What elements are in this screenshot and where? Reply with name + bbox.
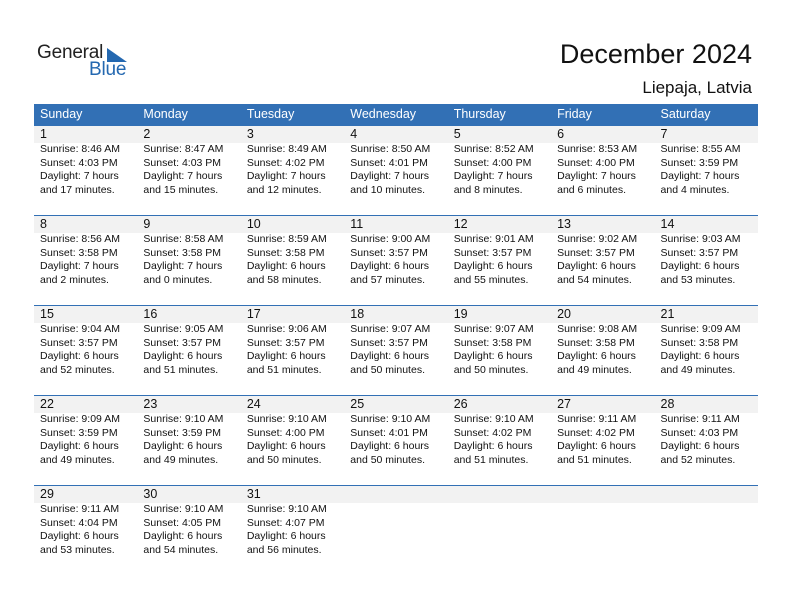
- daylight-minutes-text: and 50 minutes.: [350, 363, 425, 376]
- sunrise-text: Sunrise: 9:03 AM: [660, 233, 741, 245]
- day-number: 23: [143, 397, 158, 411]
- sunset-text: Sunset: 3:58 PM: [246, 246, 325, 259]
- daylight-text: Daylight: 6 hours: [660, 440, 740, 452]
- daylight-text: Daylight: 6 hours: [350, 440, 430, 452]
- sunrise-text: Sunrise: 9:09 AM: [660, 323, 741, 335]
- daylight-minutes-text: and 52 minutes.: [40, 363, 115, 376]
- daylight-minutes-text: and 51 minutes.: [557, 453, 632, 466]
- weekday-thursday: Thursday: [453, 107, 506, 121]
- daylight-text: Daylight: 7 hours: [246, 170, 326, 182]
- day-cell: [551, 395, 654, 467]
- sunset-text: Sunset: 3:59 PM: [40, 426, 118, 439]
- daylight-text: Daylight: 7 hours: [660, 170, 740, 182]
- daylight-minutes-text: and 49 minutes.: [557, 363, 632, 376]
- daylight-minutes-text: and 49 minutes.: [660, 363, 736, 376]
- sunrise-text: Sunrise: 9:09 AM: [40, 413, 120, 425]
- day-cell: [448, 215, 551, 287]
- sunset-text: Sunset: 3:58 PM: [453, 336, 532, 349]
- day-number: 16: [143, 307, 158, 321]
- daylight-minutes-text: and 10 minutes.: [350, 183, 425, 196]
- daylight-text: Daylight: 6 hours: [40, 530, 119, 542]
- day-number: 9: [143, 217, 151, 231]
- week-row: [34, 215, 758, 305]
- day-cell: [241, 305, 344, 377]
- daylight-minutes-text: and 53 minutes.: [660, 273, 736, 286]
- day-number: 22: [40, 397, 54, 411]
- daylight-text: Daylight: 6 hours: [453, 260, 533, 272]
- day-number: 24: [246, 397, 261, 411]
- day-number: 14: [660, 217, 675, 231]
- sunset-text: Sunset: 3:58 PM: [557, 336, 635, 349]
- sunrise-text: Sunrise: 8:58 AM: [143, 233, 224, 245]
- daylight-text: Daylight: 6 hours: [143, 530, 223, 542]
- day-cell: [241, 125, 344, 197]
- sunrise-text: Sunrise: 8:59 AM: [246, 233, 327, 245]
- daylight-minutes-text: and 50 minutes.: [350, 453, 425, 466]
- daylight-text: Daylight: 6 hours: [660, 260, 740, 272]
- day-cell: [34, 485, 137, 557]
- daylight-minutes-text: and 12 minutes.: [246, 183, 322, 196]
- day-cell: [241, 395, 344, 467]
- week-cells: [34, 215, 758, 287]
- sunrise-text: Sunrise: 9:11 AM: [660, 413, 740, 425]
- daylight-minutes-text: and 4 minutes.: [660, 183, 730, 196]
- daylight-text: Daylight: 6 hours: [40, 350, 119, 362]
- sunrise-text: Sunrise: 9:05 AM: [143, 323, 224, 335]
- day-cell: [241, 215, 344, 287]
- daylight-minutes-text: and 52 minutes.: [660, 453, 736, 466]
- sunrise-text: Sunrise: 9:04 AM: [40, 323, 120, 335]
- sunset-text: Sunset: 4:00 PM: [453, 156, 532, 169]
- logo-general-text: General: [37, 42, 104, 63]
- sunset-text: Sunset: 3:58 PM: [660, 336, 739, 349]
- day-number: [350, 485, 447, 503]
- sunset-text: Sunset: 3:57 PM: [40, 336, 118, 349]
- day-cell: [448, 395, 551, 467]
- day-cell: [137, 125, 240, 197]
- day-cell: [655, 485, 758, 557]
- daylight-text: Daylight: 6 hours: [453, 350, 533, 362]
- daylight-text: Daylight: 7 hours: [143, 260, 223, 272]
- week-cells: [34, 305, 758, 377]
- sunrise-text: Sunrise: 9:10 AM: [246, 503, 327, 515]
- calendar-weeks: [34, 125, 758, 575]
- daylight-text: Daylight: 6 hours: [143, 440, 223, 452]
- daylight-text: Daylight: 7 hours: [557, 170, 636, 182]
- day-number: 21: [660, 307, 675, 321]
- day-number: 12: [453, 217, 468, 231]
- daylight-minutes-text: and 54 minutes.: [143, 543, 219, 556]
- day-number: 5: [453, 127, 461, 141]
- day-cell: [34, 305, 137, 377]
- week-cells: [34, 485, 758, 557]
- daylight-minutes-text: and 6 minutes.: [557, 183, 626, 196]
- daylight-minutes-text: and 50 minutes.: [453, 363, 529, 376]
- daylight-minutes-text: and 0 minutes.: [143, 273, 213, 286]
- day-cell: [344, 215, 447, 287]
- day-number: 13: [557, 217, 572, 231]
- daylight-text: Daylight: 6 hours: [246, 530, 326, 542]
- sunset-text: Sunset: 4:02 PM: [453, 426, 532, 439]
- sunset-text: Sunset: 4:00 PM: [246, 426, 325, 439]
- day-cell: [344, 485, 447, 557]
- sunset-text: Sunset: 3:57 PM: [350, 246, 428, 259]
- day-number: 29: [40, 487, 54, 501]
- sunrise-text: Sunrise: 9:07 AM: [453, 323, 534, 335]
- day-cell: [34, 395, 137, 467]
- daylight-minutes-text: and 8 minutes.: [453, 183, 523, 196]
- sunset-text: Sunset: 4:03 PM: [660, 426, 739, 439]
- day-number: 27: [557, 397, 572, 411]
- week-row: [34, 485, 758, 575]
- daylight-text: Daylight: 6 hours: [143, 350, 223, 362]
- sunrise-text: Sunrise: 9:10 AM: [143, 413, 224, 425]
- daylight-text: Daylight: 7 hours: [453, 170, 533, 182]
- weekday-friday: Friday: [557, 107, 592, 121]
- weekday-wednesday: Wednesday: [350, 107, 417, 121]
- calendar-grid: [34, 104, 758, 575]
- weekday-monday: Monday: [143, 107, 188, 121]
- day-cell: [448, 125, 551, 197]
- sunset-text: Sunset: 3:57 PM: [453, 246, 532, 259]
- day-cell: [137, 485, 240, 557]
- daylight-minutes-text: and 54 minutes.: [557, 273, 632, 286]
- daylight-minutes-text: and 2 minutes.: [40, 273, 109, 286]
- day-number: 25: [350, 397, 365, 411]
- day-cell: [137, 395, 240, 467]
- sunset-text: Sunset: 4:03 PM: [143, 156, 222, 169]
- day-number: 15: [40, 307, 54, 321]
- sunset-text: Sunset: 3:57 PM: [350, 336, 428, 349]
- day-number: 6: [557, 127, 565, 141]
- sunrise-text: Sunrise: 9:10 AM: [143, 503, 224, 515]
- sunrise-text: Sunrise: 9:11 AM: [40, 503, 120, 515]
- daylight-minutes-text: and 57 minutes.: [350, 273, 425, 286]
- sunrise-text: Sunrise: 8:49 AM: [246, 143, 327, 155]
- sunset-text: Sunset: 3:57 PM: [557, 246, 635, 259]
- daylight-minutes-text: and 15 minutes.: [143, 183, 219, 196]
- day-cell: [655, 395, 758, 467]
- daylight-text: Daylight: 6 hours: [246, 440, 326, 452]
- sunrise-text: Sunrise: 8:46 AM: [40, 143, 120, 155]
- sunrise-text: Sunrise: 8:55 AM: [660, 143, 741, 155]
- day-cell: [137, 305, 240, 377]
- sunrise-text: Sunrise: 9:10 AM: [246, 413, 327, 425]
- daylight-text: Daylight: 6 hours: [40, 440, 119, 452]
- sunset-text: Sunset: 3:59 PM: [143, 426, 222, 439]
- daylight-minutes-text: and 51 minutes.: [453, 453, 529, 466]
- daylight-minutes-text: and 49 minutes.: [40, 453, 115, 466]
- week-cells: [34, 395, 758, 467]
- daylight-text: Daylight: 6 hours: [350, 260, 430, 272]
- day-cell: [551, 125, 654, 197]
- daylight-minutes-text: and 50 minutes.: [246, 453, 322, 466]
- page-title: December 2024: [559, 39, 752, 69]
- day-number: 8: [40, 217, 47, 231]
- day-cell: [344, 125, 447, 197]
- day-cell: [448, 305, 551, 377]
- sunset-text: Sunset: 3:58 PM: [143, 246, 222, 259]
- daylight-text: Daylight: 6 hours: [557, 440, 636, 452]
- week-row: [34, 125, 758, 215]
- sunrise-text: Sunrise: 9:00 AM: [350, 233, 431, 245]
- daylight-minutes-text: and 49 minutes.: [143, 453, 219, 466]
- day-number: 7: [660, 127, 668, 141]
- day-cell: [448, 485, 551, 557]
- sunrise-text: Sunrise: 8:56 AM: [40, 233, 120, 245]
- day-number: 26: [453, 397, 468, 411]
- day-number: 17: [246, 307, 261, 321]
- daylight-minutes-text: and 56 minutes.: [246, 543, 322, 556]
- sunset-text: Sunset: 4:01 PM: [350, 426, 428, 439]
- day-number: 31: [246, 487, 261, 501]
- daylight-text: Daylight: 6 hours: [350, 350, 430, 362]
- sunrise-text: Sunrise: 9:10 AM: [453, 413, 534, 425]
- brand-logo: [37, 42, 137, 82]
- daylight-minutes-text: and 51 minutes.: [246, 363, 322, 376]
- sunset-text: Sunset: 4:02 PM: [557, 426, 635, 439]
- day-number: [661, 485, 758, 503]
- daylight-text: Daylight: 6 hours: [246, 260, 326, 272]
- week-row: [34, 395, 758, 485]
- day-number: 3: [246, 127, 254, 141]
- sunrise-text: Sunrise: 9:11 AM: [557, 413, 637, 425]
- sunrise-text: Sunrise: 9:02 AM: [557, 233, 638, 245]
- daylight-text: Daylight: 7 hours: [40, 260, 119, 272]
- day-number: 30: [143, 487, 158, 501]
- day-number: 2: [143, 127, 151, 141]
- sunrise-text: Sunrise: 8:53 AM: [557, 143, 638, 155]
- sunrise-text: Sunrise: 9:06 AM: [246, 323, 327, 335]
- daylight-minutes-text: and 51 minutes.: [143, 363, 219, 376]
- daylight-text: Daylight: 7 hours: [143, 170, 223, 182]
- day-cell: [551, 215, 654, 287]
- day-number: 20: [557, 307, 572, 321]
- daylight-minutes-text: and 53 minutes.: [40, 543, 115, 556]
- daylight-text: Daylight: 6 hours: [557, 260, 636, 272]
- daylight-minutes-text: and 58 minutes.: [246, 273, 322, 286]
- daylight-text: Daylight: 7 hours: [40, 170, 119, 182]
- day-cell: [34, 215, 137, 287]
- daylight-text: Daylight: 6 hours: [660, 350, 740, 362]
- day-number: 11: [350, 217, 364, 231]
- sunset-text: Sunset: 4:05 PM: [143, 516, 222, 529]
- sunset-text: Sunset: 3:58 PM: [40, 246, 118, 259]
- sunset-text: Sunset: 4:02 PM: [246, 156, 325, 169]
- sunset-text: Sunset: 3:57 PM: [660, 246, 739, 259]
- weekday-tuesday: Tuesday: [246, 107, 295, 121]
- sunrise-text: Sunrise: 8:47 AM: [143, 143, 224, 155]
- sunset-text: Sunset: 4:00 PM: [557, 156, 635, 169]
- location-subtitle: Liepaja, Latvia: [642, 78, 752, 97]
- day-cell: [551, 485, 654, 557]
- sunset-text: Sunset: 4:07 PM: [246, 516, 325, 529]
- sunset-text: Sunset: 3:57 PM: [246, 336, 325, 349]
- day-number: [557, 485, 654, 503]
- day-cell: [655, 215, 758, 287]
- daylight-minutes-text: and 17 minutes.: [40, 183, 115, 196]
- day-number: 1: [40, 127, 47, 141]
- day-cell: [344, 395, 447, 467]
- weekday-saturday: Saturday: [660, 107, 711, 121]
- sunset-text: Sunset: 4:03 PM: [40, 156, 118, 169]
- day-number: 19: [453, 307, 468, 321]
- day-number: 4: [350, 127, 358, 141]
- weekday-sunday: Sunday: [40, 107, 83, 121]
- sunrise-text: Sunrise: 8:50 AM: [350, 143, 431, 155]
- week-row: [34, 305, 758, 395]
- daylight-text: Daylight: 6 hours: [557, 350, 636, 362]
- day-number: 18: [350, 307, 365, 321]
- day-cell: [34, 125, 137, 197]
- sunrise-text: Sunrise: 8:52 AM: [453, 143, 534, 155]
- sunset-text: Sunset: 4:04 PM: [40, 516, 118, 529]
- sunrise-text: Sunrise: 9:08 AM: [557, 323, 638, 335]
- daylight-minutes-text: and 55 minutes.: [453, 273, 529, 286]
- day-cell: [137, 215, 240, 287]
- day-number: 10: [246, 217, 261, 231]
- day-number: [454, 485, 551, 503]
- day-cell: [551, 305, 654, 377]
- sunset-text: Sunset: 3:57 PM: [143, 336, 222, 349]
- sunset-text: Sunset: 4:01 PM: [350, 156, 428, 169]
- daylight-text: Daylight: 6 hours: [453, 440, 533, 452]
- week-cells: [34, 125, 758, 197]
- daylight-text: Daylight: 6 hours: [246, 350, 326, 362]
- day-cell: [655, 125, 758, 197]
- sunrise-text: Sunrise: 9:10 AM: [350, 413, 431, 425]
- day-cell: [344, 305, 447, 377]
- day-cell: [241, 485, 344, 557]
- weekday-header: [34, 104, 758, 125]
- sunrise-text: Sunrise: 9:07 AM: [350, 323, 431, 335]
- daylight-text: Daylight: 7 hours: [350, 170, 430, 182]
- sunset-text: Sunset: 3:59 PM: [660, 156, 739, 169]
- day-number: 28: [660, 397, 675, 411]
- day-cell: [655, 305, 758, 377]
- logo-blue-text: Blue: [89, 59, 127, 80]
- sunrise-text: Sunrise: 9:01 AM: [453, 233, 534, 245]
